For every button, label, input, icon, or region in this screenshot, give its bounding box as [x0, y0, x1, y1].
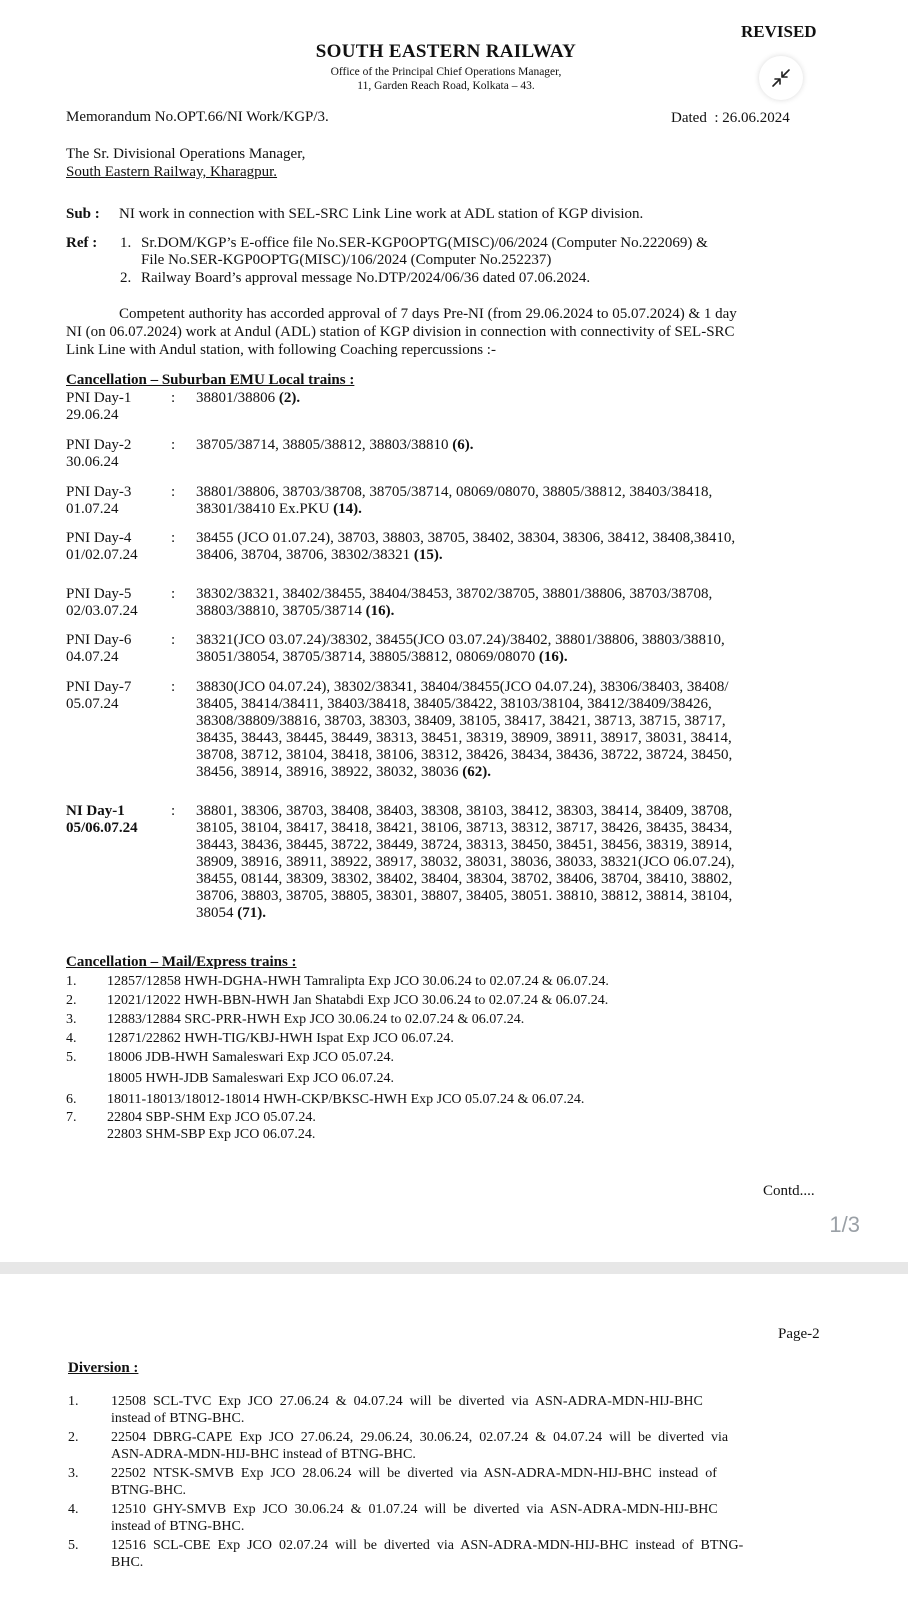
office-line-2: 11, Garden Reach Road, Kolkata – 43.	[357, 80, 535, 92]
list-item	[0, 1109, 908, 1126]
train-line: 38308/38809/38816, 38703, 38303, 38409, 38105, 38417, 38421, 38713, 38715, 38717,	[196, 713, 726, 729]
item-number: 1.	[68, 1394, 79, 1409]
diversion-list	[0, 1394, 908, 1574]
train-line: 38302/38321, 38402/38455, 38404/38453, 38702/38705, 38801/38806, 38703/38708,	[196, 586, 713, 602]
item-text: 18006 JDB-HWH Samaleswari Exp JCO 05.07.24.	[107, 1050, 394, 1065]
train-line: 38830(JCO 04.07.24), 38302/38341, 38404/38455(JCO 04.07.24), 38306/38403, 38408/	[196, 679, 729, 695]
train-list	[196, 390, 826, 407]
list-item	[0, 1126, 908, 1143]
day-label: PNI Day-1	[66, 390, 132, 406]
list-item	[0, 1011, 908, 1030]
memorandum-number: Memorandum No.OPT.66/NI Work/KGP/3.	[66, 109, 329, 125]
train-count: (62).	[462, 764, 491, 780]
colon: :	[171, 484, 176, 500]
office-line-1: Office of the Principal Chief Operations Manager,	[330, 66, 562, 78]
train-line: 38455 (JCO 01.07.24), 38703, 38803, 38705, 38402, 38304, 38306, 38412, 38408,38410,	[196, 530, 736, 546]
train-line: 38455, 08144, 38309, 38302, 38402, 38404, 38304, 38702, 38406, 38704, 38410, 38802,	[196, 871, 733, 887]
day-label: PNI Day-3	[66, 484, 132, 500]
train-count: (6).	[452, 437, 474, 453]
revised-mark: REVISED	[741, 22, 817, 41]
item-number: 4.	[68, 1502, 79, 1517]
organization-title: SOUTH EASTERN RAILWAY	[315, 41, 577, 62]
list-item	[0, 1466, 908, 1502]
day-label: PNI Day-2	[66, 437, 132, 453]
item-number: 2.	[68, 1430, 79, 1445]
day-date: 05.07.24	[66, 696, 119, 712]
day-date: 04.07.24	[66, 649, 119, 665]
train-line: 38321(JCO 03.07.24)/38302, 38455(JCO 03.07.24)/38402, 38801/38806, 38803/38810,	[196, 632, 725, 648]
item-number: 4.	[66, 1031, 77, 1046]
day-date: 02/03.07.24	[66, 603, 138, 619]
item-line: 12516 SCL-CBE Exp JCO 02.07.24 will be diverted via ASN-ADRA-MDN-HIJ-BHC instead of BTNG-	[111, 1538, 744, 1553]
item-number: 3.	[66, 1012, 77, 1027]
colon: :	[171, 586, 176, 602]
train-count: (16).	[538, 649, 568, 665]
day-label: PNI Day-7	[66, 679, 132, 695]
train-line: 38801/38806	[196, 390, 276, 406]
list-item	[0, 973, 908, 992]
addressee-line-1: The Sr. Divisional Operations Manager,	[66, 146, 306, 162]
train-line: 38405, 38414/38411, 38403/38418, 38405/38422, 38103/38104, 38412/38409/38426,	[196, 696, 712, 712]
item-number: 7.	[66, 1110, 77, 1125]
day-date: 05/06.07.24	[66, 820, 138, 836]
train-list	[196, 679, 826, 781]
item-text: 12883/12884 SRC-PRR-HWH Exp JCO 30.06.24 to 02.07.24 & 06.07.24.	[107, 1012, 525, 1027]
item-number: 2.	[66, 993, 77, 1008]
item-line: instead of BTNG-BHC.	[111, 1518, 245, 1534]
mail-cancellation-heading: Cancellation – Mail/Express trains :	[66, 954, 297, 970]
train-list	[196, 484, 826, 518]
collapse-icon	[770, 67, 792, 89]
train-count: (16).	[365, 603, 395, 619]
reference-label: Ref :	[66, 235, 98, 251]
item-line: BHC.	[111, 1554, 144, 1570]
train-list	[196, 530, 826, 564]
continued-note: Contd....	[763, 1183, 815, 1199]
day-date: 30.06.24	[66, 454, 119, 470]
item-text: 18011-18013/18012-18014 HWH-CKP/BKSC-HWH Exp JCO 05.07.24 & 06.07.24.	[107, 1092, 585, 1107]
intro-line-3: Link Line with Andul station, with following Coaching repercussions :-	[66, 342, 496, 358]
list-item	[0, 1070, 908, 1091]
diversion-heading: Diversion :	[68, 1360, 139, 1376]
collapse-button[interactable]	[759, 56, 803, 100]
item-line: BTNG-BHC.	[111, 1482, 187, 1498]
train-line: 38706, 38803, 38705, 38805, 38301, 38807, 38405, 38051. 38810, 38812, 38814, 38104,	[196, 888, 733, 904]
page-indicator: 1/3	[829, 1212, 860, 1237]
day-label: NI Day-1	[66, 803, 125, 819]
item-number: 3.	[68, 1466, 79, 1481]
item-text: 18005 HWH-JDB Samaleswari Exp JCO 06.07.24.	[107, 1071, 394, 1086]
train-line: 38406, 38704, 38706, 38302/38321	[196, 547, 411, 563]
train-list	[196, 437, 826, 454]
list-item	[0, 1049, 908, 1070]
day-date: 01.07.24	[66, 501, 119, 517]
colon: :	[171, 530, 176, 546]
train-line: 38801/38806, 38703/38708, 38705/38714, 08069/08070, 38805/38812, 38403/38418,	[196, 484, 713, 500]
day-label: PNI Day-4	[66, 530, 132, 546]
train-line: 38801, 38306, 38703, 38408, 38403, 38308, 38103, 38412, 38303, 38414, 38409, 38708,	[196, 803, 733, 819]
train-count: (71).	[237, 905, 266, 921]
reference-2-text: Railway Board’s approval message No.DTP/2024/06/36 dated 07.06.2024.	[141, 270, 591, 286]
train-line: 38105, 38104, 38417, 38418, 38421, 38106, 38713, 38312, 38717, 38426, 38435, 38434,	[196, 820, 733, 836]
item-text: 12871/22862 HWH-TIG/KBJ-HWH Ispat Exp JCO 06.07.24.	[107, 1031, 454, 1046]
item-number: 1.	[66, 974, 77, 989]
day-date: 29.06.24	[66, 407, 119, 423]
train-list	[196, 632, 826, 666]
item-number: 5.	[66, 1050, 77, 1065]
memo-date: Dated : 26.06.2024	[671, 110, 790, 126]
item-number: 6.	[66, 1092, 77, 1107]
list-item	[0, 1538, 908, 1574]
intro-line-1: Competent authority has accorded approval of 7 days Pre-NI (from 29.06.2024 to 05.07.2024) & 1 day	[119, 306, 737, 322]
colon: :	[171, 803, 176, 819]
item-line: ASN-ADRA-MDN-HIJ-BHC instead of BTNG-BHC.	[111, 1446, 416, 1462]
day-label: PNI Day-6	[66, 632, 132, 648]
page-number-label: Page-2	[778, 1326, 820, 1342]
colon: :	[171, 679, 176, 695]
item-text: 12021/12022 HWH-BBN-HWH Jan Shatabdi Exp JCO 30.06.24 to 02.07.24 & 06.07.24.	[107, 993, 609, 1008]
reference-1-number: 1.	[120, 235, 132, 251]
mail-list	[0, 973, 908, 1143]
train-count: (15).	[413, 547, 443, 563]
reference-2-number: 2.	[120, 270, 132, 286]
colon: :	[171, 437, 176, 453]
emu-cancellation-heading: Cancellation – Suburban EMU Local trains :	[66, 372, 355, 388]
list-item	[0, 1394, 908, 1430]
intro-line-2: NI (on 06.07.2024) work at Andul (ADL) station of KGP division in connection with connectivity of SEL-SRC	[66, 324, 735, 340]
train-line: 38909, 38916, 38911, 38922, 38917, 38032, 38031, 38036, 38033, 38321(JCO 06.07.24),	[196, 854, 735, 870]
page-separator	[0, 1262, 908, 1274]
train-count: (14).	[333, 501, 362, 517]
train-line: 38803/38810, 38705/38714	[196, 603, 362, 619]
subject-label: Sub :	[66, 206, 100, 222]
item-line: 22502 NTSK-SMVB Exp JCO 28.06.24 will be diverted via ASN-ADRA-MDN-HIJ-BHC instead of	[111, 1466, 717, 1481]
reference-1-line-2: File No.SER-KGP0OPTG(MISC)/106/2024 (Computer No.252237)	[141, 252, 552, 268]
list-item	[0, 1502, 908, 1538]
item-line: 12510 GHY-SMVB Exp JCO 30.06.24 & 01.07.24 will be diverted via ASN-ADRA-MDN-HIJ-BHC	[111, 1502, 718, 1517]
addressee-line-2: South Eastern Railway, Kharagpur.	[66, 164, 278, 180]
item-line: 12508 SCL-TVC Exp JCO 27.06.24 & 04.07.24 will be diverted via ASN-ADRA-MDN-HIJ-BHC	[111, 1394, 703, 1409]
list-item	[0, 1430, 908, 1466]
item-text: 12857/12858 HWH-DGHA-HWH Tamralipta Exp JCO 30.06.24 to 02.07.24 & 06.07.24.	[107, 974, 609, 989]
reference-1-line-1: Sr.DOM/KGP’s E-office file No.SER-KGP0OPTG(MISC)/06/2024 (Computer No.222069) &	[141, 235, 708, 251]
item-text: 22804 SBP-SHM Exp JCO 05.07.24.	[107, 1110, 316, 1125]
day-label: PNI Day-5	[66, 586, 132, 602]
train-line: 38435, 38443, 38445, 38449, 38313, 38451, 38319, 38909, 38911, 38917, 38031, 38414,	[196, 730, 732, 746]
train-line: 38443, 38436, 38445, 38722, 38449, 38724, 38313, 38450, 38451, 38456, 38319, 38914,	[196, 837, 733, 853]
train-line: 38705/38714, 38805/38812, 38803/38810	[196, 437, 449, 453]
train-line: 38051/38054, 38705/38714, 38805/38812, 08069/08070	[196, 649, 536, 665]
subject-text: NI work in connection with SEL-SRC Link Line work at ADL station of KGP division.	[119, 206, 644, 222]
train-line: 38456, 38914, 38916, 38922, 38032, 38036	[196, 764, 459, 780]
train-line: 38301/38410 Ex.PKU	[196, 501, 330, 517]
train-list	[196, 586, 826, 620]
item-line: 22504 DBRG-CAPE Exp JCO 27.06.24, 29.06.24, 30.06.24, 02.07.24 & 04.07.24 will be diverted via	[111, 1430, 729, 1445]
colon: :	[171, 632, 176, 648]
day-date: 01/02.07.24	[66, 547, 138, 563]
item-text: 22803 SHM-SBP Exp JCO 06.07.24.	[107, 1127, 316, 1142]
train-count: (2).	[278, 390, 301, 406]
train-line: 38708, 38712, 38104, 38418, 38106, 38312, 38426, 38434, 38436, 38722, 38724, 38450,	[196, 747, 733, 763]
item-number: 5.	[68, 1538, 79, 1553]
item-line: instead of BTNG-BHC.	[111, 1410, 245, 1426]
train-list	[196, 803, 826, 922]
list-item	[0, 1030, 908, 1049]
colon: :	[171, 390, 176, 406]
document-page-2	[0, 1274, 908, 1600]
list-item	[0, 992, 908, 1011]
list-item	[0, 1091, 908, 1109]
train-line: 38054	[196, 905, 234, 921]
